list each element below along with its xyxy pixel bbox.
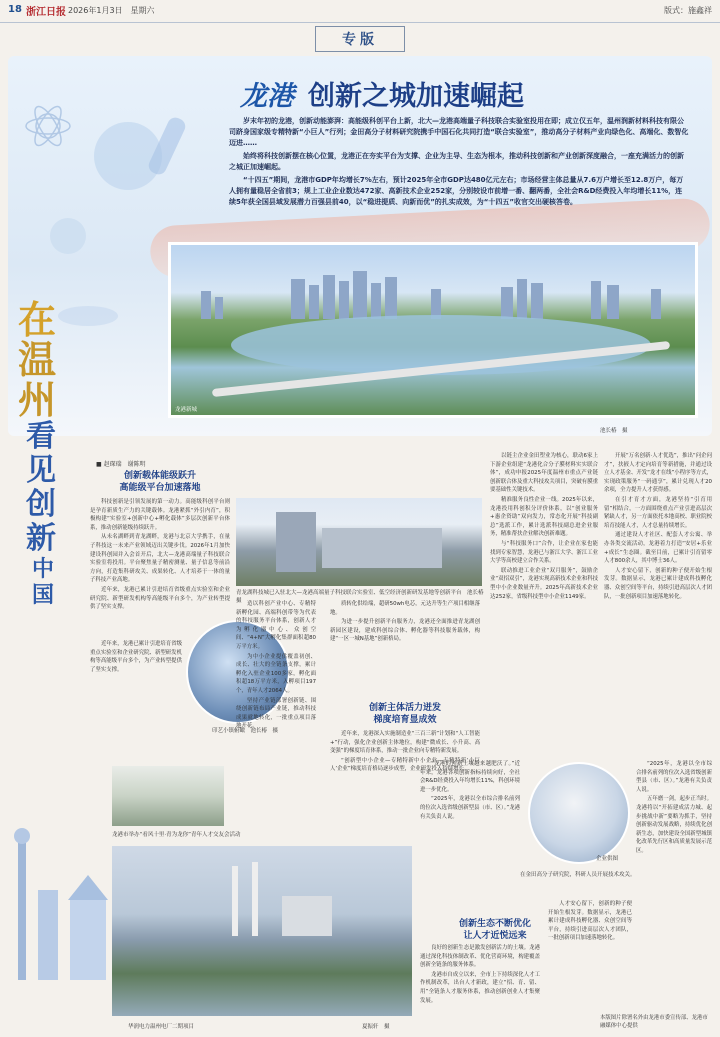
body-paragraph: 从未名湖畔到青龙湖畔，龙港与北京大学携手，在量子科技这一未来产业领域迈出关键步伐。2026年1月加快建设科创园并入会首开后，北大—龙港高端量子科技联合实验室将投用。平台聚焦量子精密测量、量子信息等前沿方向，打造集科研攻关、成果转化、人才培养于一体的量子科技产业高地。 — [90, 534, 230, 584]
body-paragraph: 近年来，龙港已累计引进培育省级重点实验室和企业研究院、新型研发机构等高能级平台多个，为产业转型提供了坚实支撑。 — [90, 586, 230, 611]
layout-credit: 版式：施鑫祥 — [664, 6, 712, 15]
issue-date: 2026年1月3日 星期六 — [68, 6, 155, 15]
body-paragraph: 通过建设人才社区、配套人才公寓、举办各类交流活动，龙港着力打造“安居+乐业+成长”生态圈。截至目前，已累计引育留零人才800余人，其中博士36人。 — [604, 532, 712, 565]
lead-paragraph: 岁末年初的龙港，创新动能澎湃：高能级科创平台上新，北大—龙港高端量子科技联合实验室投用在即；成立仅五年，温州润新材料科技有限公司跻身国家级专精特新“小巨人”行列；金田高分子材料研究院携手中国石化共同打造“联合实验室”，推动高分子材料产业向绿色化、高端化、数智化迈进…… — [229, 117, 689, 147]
subheading-line: 创新生态不断优化 — [458, 919, 531, 929]
title-main: 创新之城加速崛起 — [308, 81, 524, 112]
slogan-char: 在 — [18, 297, 57, 342]
photo-caption: 印艺小镇俯瞰 池长椿 摄 — [212, 728, 279, 734]
photo-caption: 龙港市举办“看风十里·青为龙你”青年人才交友会活动 — [112, 832, 241, 838]
photo-power-plant — [112, 846, 412, 1016]
body-paragraph: “2025年，龙港以全市综合排名前列的位次入选省级创新型县（市、区）。”龙港有关负责人说。 — [420, 796, 520, 820]
slogan-char: 创 — [26, 487, 56, 522]
column-4 — [490, 452, 598, 752]
subheading-line: 创新载体能级跃升 — [123, 471, 196, 481]
hero-credit: 池长椿 摄 — [600, 428, 628, 434]
body-paragraph: 以链主企业金田塑业为核心，联动6家上下游企业组建“龙港化合分子膜材料实实联合体”，成功申报2025年度温州市重点产业链创新联合体及重大科技攻关项目，突破有膜重要基础性关键技术。 — [490, 453, 598, 494]
column-6b — [636, 760, 712, 1010]
column-7 — [420, 944, 540, 1032]
body-paragraph: 近年来，龙港深入实施制造业“三百三新”计划和“人工智能+”行动，强化企业创新主体地位，构建“微成长、小升高、高变强”的梯度培育体系，推动一批企业向专精特新发展。 — [330, 731, 480, 755]
body-paragraph: “创新型中小企业—专精特新中小企业—专精特新‘小巨人’企业”梯度培育格局逐步成型，企业研发投入持续增长。 — [330, 757, 480, 773]
column-1 — [90, 498, 230, 638]
photo-qinglong-lake — [236, 498, 482, 586]
column-5 — [604, 452, 712, 752]
vertical-slogan — [18, 297, 88, 608]
slogan-char: 州 — [18, 377, 57, 422]
slogan-char: 温 — [18, 337, 57, 382]
body-paragraph: 为进一步提升创新平台服务力，龙港还全面推进青龙湖创新园区建设，建成科创综合体、孵化器等科技服务载体，构建“一区一城N基地”创新格局。 — [330, 619, 480, 643]
body-paragraph: 造以科创产业中心、专精特新孵化园、高端科创带等为代表的科技服务平台体系，创新人才为孵化器中心、众创空间、“4+N”大孵化集群面积超80万平方米。 — [236, 601, 316, 650]
body-paragraph: 与“科技服务口”合作，让企业在家也能找到专家智慧，龙港已与浙江大学、浙江工业大学等高校建立合作关系。 — [490, 540, 598, 565]
body-paragraph: 为中小企业提供覆盖初创、成长、壮大的全链条支撑，累计孵化入驻企业100多家，孵化面积超18万平方米，入孵项目197个，青年人才2064人。 — [236, 653, 316, 694]
body-paragraph: 人才安心留下，创新的种子便开始生根发芽。数据显示，龙港已累计建成科技孵化器、众创空间等平台，持续引进高层次人才团队，一批创新项目加速落地转化。 — [604, 567, 712, 600]
title-lead-word: 龙港 — [240, 81, 294, 112]
slogan-char: 新 — [26, 521, 56, 556]
slogan-char: 国 — [32, 582, 55, 608]
newspaper-logo: 浙江日报 — [26, 7, 66, 18]
subheading-line: 高能级平台加速落地 — [119, 483, 201, 493]
photo-caption: 在金田高分子研究院，科研人员开展技术攻关。 — [520, 872, 636, 878]
subheading-line: 梯度培育显成效 — [373, 715, 437, 725]
section-tag — [0, 22, 720, 50]
column-1b — [90, 640, 182, 764]
hero-photo — [168, 242, 698, 418]
subheading-2 — [330, 702, 480, 726]
body-paragraph: “2025年，龙港以全市综合排名前列的位次入选省级创新型县（市、区）。”龙港有关负责人说。 — [636, 761, 712, 793]
body-paragraph: 良好的创新生态是激发创新活力的土壤。龙港通过深化科技体制改革、优化营商环境，构建覆盖创新全链条的服务体系。 — [420, 945, 540, 969]
body-paragraph: 精准服务良性企业一线。2025年以来，龙港投用科创积分评价体系，以“创业服务+惠企资助”双向发力，常态化开展“科技副总”选派工作，累计选派科技副总进企业服务，精准帮扶企业解决创新难题。 — [490, 496, 598, 538]
subheading-1 — [90, 470, 230, 494]
slogan-char: 看 — [26, 419, 56, 454]
column-3a — [330, 600, 480, 700]
photo-credit: 夏振轩 摄 — [362, 1024, 390, 1030]
photo-caption: 青龙湖科技城已入驻北大—龙港高端量子科技联合实验室、低空经济创新研发基地等创新平台 池长椿 摄 — [236, 590, 490, 604]
body-paragraph: 坚持产业链部署创新链、围绕创新链布局产业链，推动科技成果就地转化，一批重点项目落地开花。 — [236, 697, 316, 730]
body-paragraph: “龙港的创新土壤越来越肥沃了。”近年来，龙港各项创新指标持续向好，全社会R&D经费投入年均增长11%，科创环境进一步优化。 — [420, 761, 520, 793]
photo-credit: 企业供图 — [596, 856, 619, 862]
body-paragraph: 近年来，龙港已累计引进培育省级重点实验室和企业研究院、新型研发机构等高能级平台多个，为产业转型提供了坚实支撑。 — [90, 641, 182, 673]
photo-credit-note: 本版图片除署名外由龙港市委宣传部、龙港市融媒体中心提供 — [600, 1015, 708, 1029]
slogan-char: 见 — [26, 453, 56, 488]
photo-caption: 华润电力温州电厂二期项目 — [128, 1024, 195, 1030]
page-number: 18 — [8, 4, 22, 15]
slogan-char: 中 — [32, 556, 55, 582]
body-paragraph: 人才安心留下，创新的种子便开始生根发芽。数据显示，龙港已累计建成科技孵化器、众创空间等平台，持续引进高层次人才团队，一批创新项目加速落地转化。 — [548, 901, 632, 942]
subheading-line: 创新主体活力迸发 — [368, 703, 441, 713]
photo-lab-research — [528, 762, 630, 864]
subheading-line: 让人才近悦远来 — [463, 931, 527, 941]
page-header — [0, 0, 720, 23]
body-paragraph: 科技创新是引领发展的第一动力。高能级科创平台则是孕育新质生产力的关键载体。龙港紧抓“外引内育”，积极构建“实验室+创新中心+孵化载体”多层次创新平台体系，推动创新能级持续跃升。 — [90, 499, 230, 531]
body-paragraph: 质转化供给端，超研50wh电芯，元达升等生产项目相继落地。 — [330, 601, 480, 616]
column-2 — [236, 600, 316, 820]
lead-paragraph: 始终将科技创新摆在核心位置，龙港正在夯实平台为支撑、企业为主导、生态为根本，推动科技创新和产业创新深度融合，一座充满活力的创新之城正加速崛起。 — [229, 152, 684, 171]
body-paragraph: 五年磨一剑，起步正当时。龙港将以“开拓建成活力城、起步挑战中新”要略为抓手，坚持创新驱动发展战略，持续优化创新生态，加快建设全国新型城镇化改革先行区和高质量发展示范区。 — [636, 796, 712, 854]
byline: ■ 赵琛瑞 谢陈明 — [96, 461, 146, 468]
body-paragraph: 联动推进工业企业“双月服务”，鼓励企业“双招双引”，龙港实现高新技术企业和科技型中小企业数量齐升。2025年高新技术企业达252家，省级科技型中小企业1149家。 — [490, 567, 598, 600]
column-7b — [548, 900, 632, 1030]
page-title — [240, 74, 524, 113]
hero-caption: 龙港新城 — [175, 407, 198, 413]
column-6 — [420, 760, 520, 900]
body-paragraph: 在引才育才方面，龙港坚持“引育用留”相结合，一方面围绕重点产业引进高层次紧缺人才，另一方面依托本地高校、职业院校培育技能人才，人才总量持续增长。 — [604, 496, 712, 529]
photo-youth-event — [112, 766, 224, 826]
body-paragraph: 开展“万名创新·人才优选”，推出“问企问才”，扶掖人才定向培育等新措施，并通过设立人才基金、开发“龙才在线”小程序等方式，实现政策服务“一码通享”，累计兑现人才20余项，全力提升人才获得感。 — [604, 453, 712, 494]
lead-paragraphs — [229, 116, 689, 210]
body-paragraph: 龙港市自成立以来，全市上下持续深化人才工作机制改革，出台人才新政，建立“招、育、留、用”全链条人才服务体系，推动创新创业人才集聚发展。 — [420, 971, 540, 1004]
lead-paragraph: “十四五”期间，龙港市GDP年均增长7%左右，预计2025年全市GDP达480亿元左右；市场经营主体总量从7.6万户增长至12.8万户，每万人拥有量稳居全省前3；规上工业企业数达472家、高新技术企业252家，分别较设市前增一番、翻两番，全社会R&D经费投入年均增长11%，连续5年获全国县域发展潜力百强县前40，以“稳进提质、向新而优”的扎实成效，为“十四五”收官交出硬核答卷。 — [229, 176, 684, 206]
section-label: 专版 — [315, 26, 405, 52]
